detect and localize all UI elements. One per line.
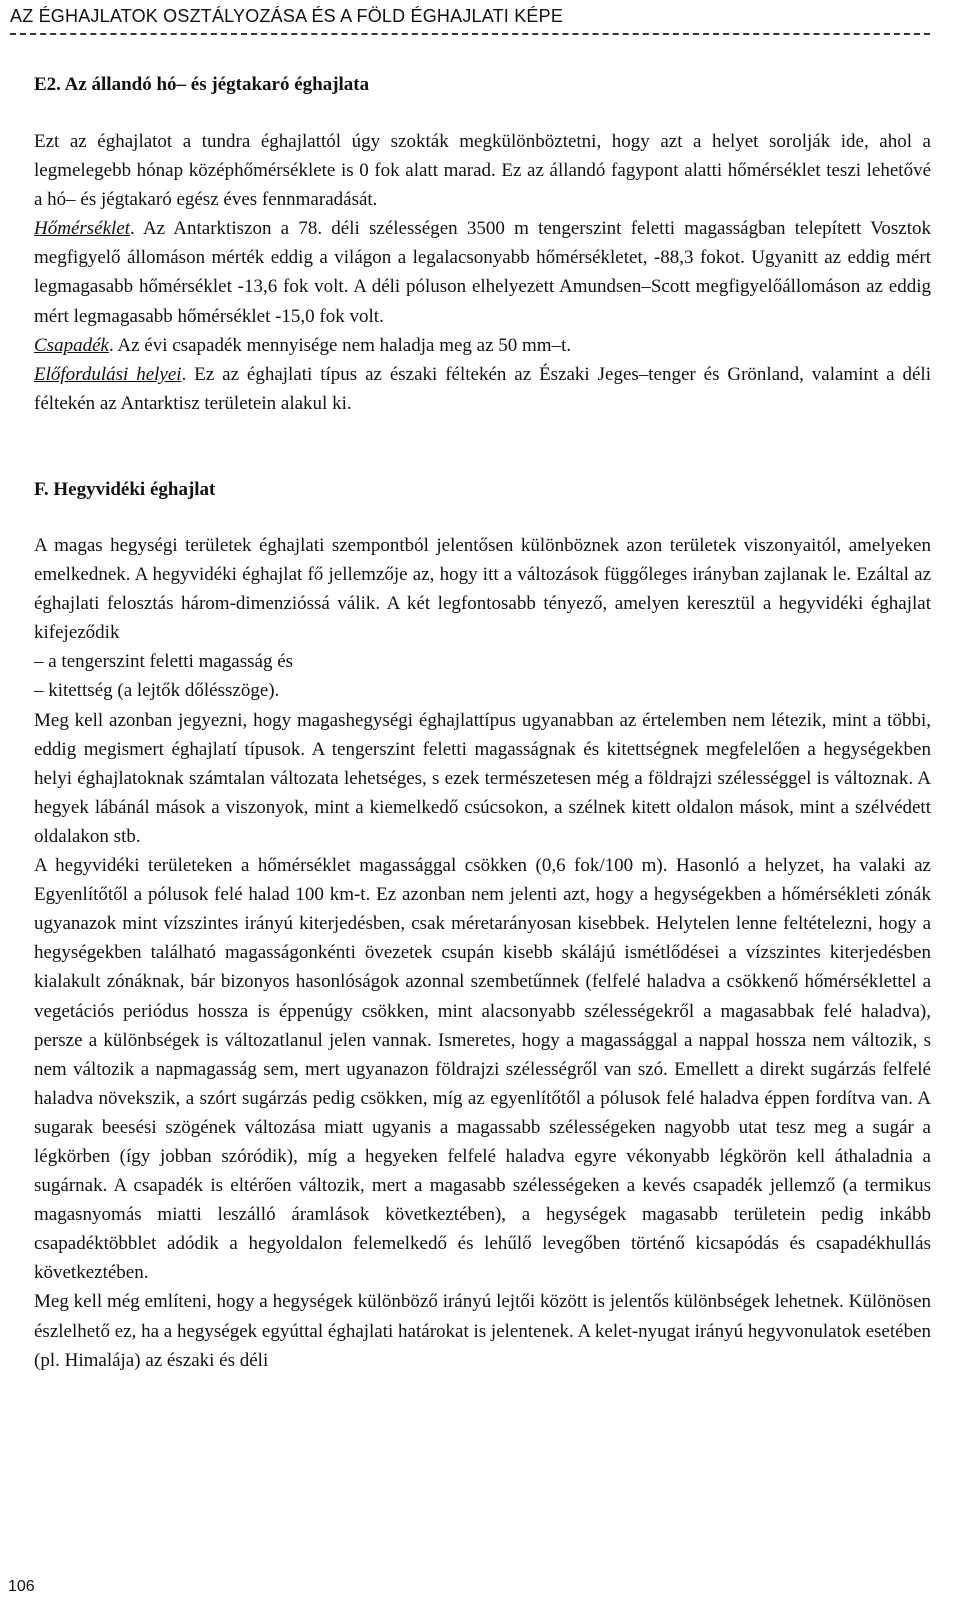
- temperature-paragraph: [34, 214, 931, 330]
- section-f-heading: F. Hegyvidéki éghajlat: [34, 479, 216, 500]
- precipitation-text: . Az évi csapadék mennyisége nem haladja meg az 50 mm–t.: [108, 334, 572, 356]
- precipitation-paragraph: [34, 331, 931, 360]
- factor-list-item: – a tengerszint feletti magasság és: [34, 651, 294, 673]
- factor-list-item: – kitettség (a lejtők dőlésszöge).: [34, 680, 280, 702]
- temperature-label: Hőmérséklet: [34, 218, 131, 240]
- section-f-paragraph-4: Meg kell még említeni, hogy a hegységek különböző irányú lejtői között is jelentős különbségek lehetnek. Különösen észlelhető ez, ha a hegységek egyúttal éghajlati határokat is jelentenek. A kelet-nyugat irányú hegyvonulatok esetében (pl. Himalája) az északi és déli: [34, 1291, 931, 1371]
- section-f-body: [34, 531, 931, 1375]
- section-e2-body: [34, 127, 931, 418]
- running-title: AZ ÉGHAJLATOK OSZTÁLYOZÁSA ÉS A FÖLD ÉGHAJLATI KÉPE: [10, 6, 564, 26]
- page-number: 106: [8, 1578, 35, 1595]
- occurrence-paragraph: [34, 360, 931, 418]
- precipitation-label: Csapadék: [34, 334, 109, 356]
- temperature-text: . Az Antarktiszon a 78. déli szélességen 3500 m tengerszint feletti magasságban telepített Vosztok megfigyelő állomáson mérték eddig a világon a legalacsonyabb hőmérsékletet, -88,3 fokot. Ugyanitt az eddig mért legmagasabb hőmérséklet -13,6 fok volt. A déli póluson elhelyezett Amundsen–Scott megfigyelőállomáson az eddig mért legmagasabb hőmérséklet -15,0 fok volt.: [34, 218, 931, 327]
- section-e2-intro: Ezt az éghajlatot a tundra éghajlattól úgy szokták megkülönböztetni, hogy azt a helyet sorolják ide, ahol a legmelegebb hónap középhőmérséklete is 0 fok alatt marad. Ez az állandó fagypont alatti hőmérséklet teszi lehetővé a hó– és jégtakaró egész éves fennmaradását.: [34, 131, 931, 211]
- section-e2-heading: E2. Az állandó hó– és jégtakaró éghajlata: [34, 74, 370, 95]
- occurrence-text: . Ez az éghajlati típus az északi féltekén az Északi Jeges–tenger és Grönland, valamint a déli féltekén az Antarktisz területein alakul ki.: [34, 363, 931, 414]
- occurrence-label: Előfordulási helyei: [34, 363, 182, 385]
- section-f-paragraph-2: Meg kell azonban jegyezni, hogy magashegységi éghajlattípus ugyanabban az értelemben nem létezik, mint a többi, eddig megismert éghajlatí típusok. A tengerszint feletti magasságnak és kitettségnek megfelelően a hegységekben helyi éghajlatoknak számtalan változata lehetséges, s ezek természetesen még a földrajzi szélességgel is változnak. A hegyek lábánál mások a viszonyok, mint a kiemelkedő csúcsokon, a szélnek kitett oldalon mások, mint a szélvédett oldalakon stb.: [34, 709, 931, 847]
- section-f-paragraph-1: A magas hegységi területek éghajlati szempontból jelentősen különböznek azon területek viszonyaitól, amelyeken emelkednek. A hegyvidéki éghajlat fő jellemzője az, hogy itt a változások függőleges irányban zajlanak le. Ezáltal az éghajlati felosztás három-dimenzióssá válik. A két legfontosabb tényező, amelyen keresztül a hegyvidéki éghajlat kifejeződik: [34, 535, 931, 644]
- header-divider: [10, 33, 930, 35]
- section-f-paragraph-3: A hegyvidéki területeken a hőmérséklet magassággal csökken (0,6 fok/100 m). Hasonló a helyzet, ha valaki az Egyenlítőtől a pólusok felé halad 100 km-t. Ez azonban nem jelenti azt, hogy a hegységekben a hőmérsékleti zónák ugyanazok mint vízszintes irányú kiterjedésben, csak méretarányosan kisebbek. Helytelen lenne feltételezni, hogy a hegységekben található magasságonkénti övezetek csupán kisebb skálájú ismétlődései a vízszintes kiterjedésben kialakult zónáknak, bár bizonyos hasonlóságok azonnal szembetűnnek (felfelé haladva a csökkenő hőmérséklettel a vegetációs periódus hossza is éppenúgy csökken, mint alacsonyabb szélességekről a magasabbak felé haladva), persze a különbségek is változatlanul jelen vannak. Ismeretes, hogy a magassággal a nappal hossza nem változik, s nem változik a napmagasság sem, mert ugyanazon földrajzi szélességről van szó. Emellett a direkt sugárzás felfelé haladva növekszik, a szórt sugárzás pedig csökken, míg az egyenlítőtől a pólusok felé haladva éppen fordítva van. A sugarak beesési szögének változása miatt ugyanis a magassabb szélességeken nagyobb utat tesz meg a sugár a légkörben (így jobban szóródik), míg a hegyeken felfelé haladva egyre vékonyabb légkörön kell áthaladnia a sugárnak. A csapadék is eltérően változik, mert a magasabb szélességeken a kevés csapadék jellemző (a termikus magasnyomás miatti leszálló áramlások következtében), a hegységek magasabb területein pedig inkább csapadéktöbblet adódik a hegyoldalon felemelkedő és lehűlő levegőben történő kicsapódás és csapadékhullás következtében.: [34, 855, 931, 1284]
